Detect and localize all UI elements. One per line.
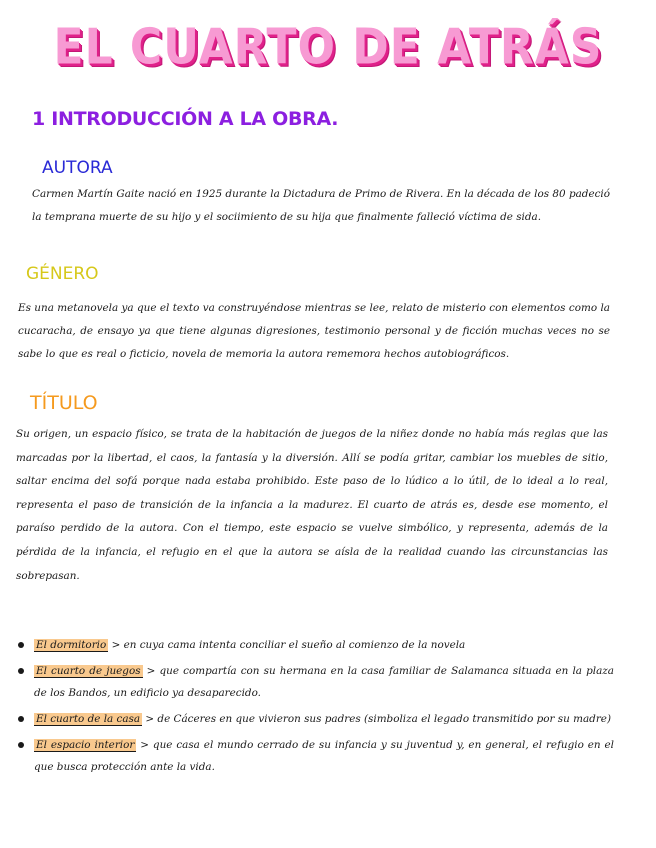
highlighted-term: El dormitorio (36, 639, 107, 651)
list-item (14, 660, 614, 704)
autora-paragraph: Carmen Martín Gaite nació en 1925 durante la Dictadura de Primo de Rivera. En la década de los 80 padeció la temprana muerte de su hijo y el sociimiento de su hija que finalmente falleció víctima de sida. (32, 188, 610, 223)
bullet-icon (18, 668, 24, 674)
page-title: EL CUARTO DE ATRÁS (53, 18, 603, 77)
bullet-icon (18, 716, 24, 722)
highlighted-term: El cuarto de juegos (36, 665, 141, 677)
list-item (14, 734, 614, 778)
list-item-text: > de Cáceres en que vivieron sus padres (simboliza el legado transmitido por su madre) (145, 713, 611, 725)
titulo-paragraph: Su origen, un espacio físico, se trata de la habitación de juegos de la niñez donde no había más reglas que las marcadas por la libertad, el caos, la fantasía y la diversión. Allí se podía gritar, cambiar los muebles de sitio, saltar encima del sofá porque nada estaba prohibido. Este paso de lo lúdico a lo útil, de lo ideal a lo real, representa el paso de transición de la infancia a la madurez. El cuarto de atrás es, desde ese momento, el paraíso perdido de la autora. Con el tiempo, este espacio se vuelve simbólico, y representa, además de la pérdida de la infancia, el refugio en el que la autora se aísla de la realidad cuando las circunstancias las sobrepasan. (16, 428, 608, 582)
list-item-text: > que casa el mundo cerrado de su infancia y su juventud y, en general, el refugio en el que busca protección ante la vida. (34, 739, 614, 773)
genero-heading: GÉNERO (26, 264, 99, 284)
section-heading: 1 INTRODUCCIÓN A LA OBRA. (32, 108, 339, 130)
spaces-list (14, 634, 614, 782)
bullet-icon (18, 642, 24, 648)
highlighted-term: El espacio interior (36, 739, 135, 751)
autora-heading: AUTORA (42, 158, 113, 178)
highlighted-term: El cuarto de la casa (36, 713, 141, 725)
list-item-text: > en cuya cama intenta conciliar el sueño al comienzo de la novela (111, 639, 466, 651)
genero-paragraph: Es una metanovela ya que el texto va construyéndose mientras se lee, relato de misterio con elementos como la cucaracha, de ensayo ya que tiene algunas digresiones, testimonio personal y de ficción muchas veces no se sabe lo que es real o ficticio, novela de memoria la autora rememora hechos autobiográficos. (18, 302, 610, 360)
list-item-text: > que compartía con su hermana en la casa familiar de Salamanca situada en la plaza de los Bandos, un edificio ya desaparecido. (34, 665, 614, 699)
list-item (14, 708, 614, 730)
list-item (14, 634, 614, 656)
bullet-icon (18, 742, 24, 748)
titulo-heading: TÍTULO (30, 392, 98, 414)
